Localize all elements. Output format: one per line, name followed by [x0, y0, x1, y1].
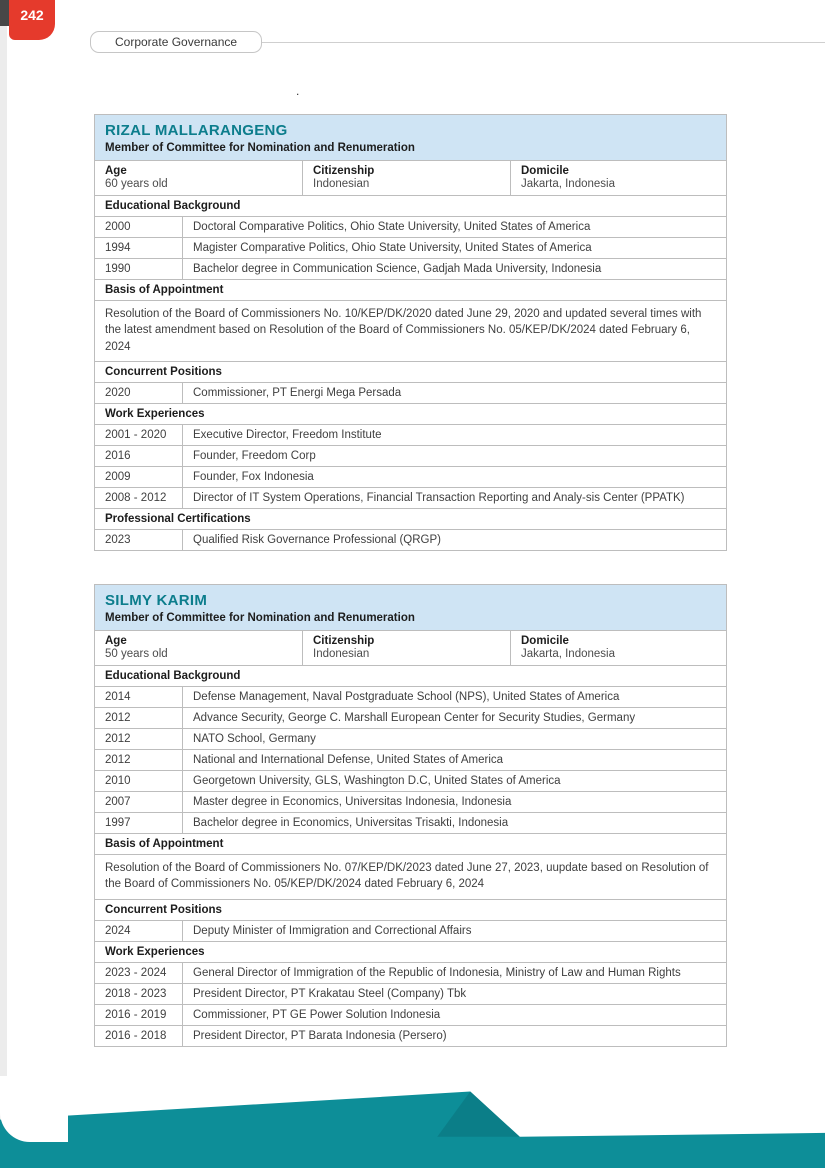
row-description: Founder, Fox Indonesia	[193, 470, 314, 483]
row-description: Magister Comparative Politics, Ohio State University, United States of America	[193, 242, 592, 254]
row-year: 2001 - 2020	[95, 425, 183, 445]
row-description: Founder, Freedom Corp	[193, 449, 316, 462]
row-year: 2024	[95, 921, 183, 941]
breadcrumb	[90, 31, 262, 53]
table-row	[95, 383, 726, 404]
row-description: Director of IT System Operations, Financial Transaction Reporting and Analy-sis Center (PPATK)	[193, 491, 685, 504]
table-row	[95, 467, 726, 488]
row-description: Executive Director, Freedom Institute	[193, 428, 382, 441]
info-value: 60 years old	[105, 178, 168, 190]
info-label: Age	[105, 165, 127, 177]
row-description: Deputy Minister of Immigration and Correctional Affairs	[193, 924, 472, 937]
info-label: Age	[105, 634, 127, 647]
info-value: Jakarta, Indonesia	[521, 178, 615, 190]
profile-card	[94, 114, 727, 551]
table-row	[95, 984, 726, 1005]
info-value: Indonesian	[313, 178, 370, 190]
profile-info-row	[95, 161, 726, 196]
row-year: 2018 - 2023	[95, 984, 183, 1004]
row-description: Bachelor degree in Economics, Universitas Trisakti, Indonesia	[193, 816, 509, 829]
profile-header	[95, 585, 726, 631]
row-description: NATO School, Germany	[193, 732, 316, 745]
stray-dot: .	[296, 84, 300, 98]
profile-sections	[95, 196, 726, 551]
table-row	[95, 259, 726, 280]
row-description: Advance Security, George C. Marshall European Center for Security Studies, Germany	[193, 711, 636, 724]
table-row	[95, 1005, 726, 1026]
profile-header	[95, 115, 726, 161]
table-row	[95, 708, 726, 729]
table-row	[95, 963, 726, 984]
profile-info-row	[95, 631, 726, 666]
section-heading: Work Experiences	[95, 942, 726, 963]
row-year: 2012	[95, 708, 183, 728]
section-heading: Educational Background	[95, 666, 726, 687]
row-year: 2016	[95, 446, 183, 466]
breadcrumb-label: Corporate Governance	[115, 35, 238, 49]
row-year: 2012	[95, 729, 183, 749]
section-paragraph: Resolution of the Board of Commissioners No. 10/KEP/DK/2020 dated June 29, 2020 and updated several times with the latest amendment based on Resolution of the Board of Commissioners No. 05/KEP/DK/2024 dated February 6, 2024	[95, 301, 726, 362]
table-row	[95, 238, 726, 259]
row-description: General Director of Immigration of the Republic of Indonesia, Ministry of Law and Human Rights	[193, 966, 681, 979]
section-heading: Concurrent Positions	[95, 900, 726, 921]
table-row	[95, 729, 726, 750]
table-row	[95, 446, 726, 467]
info-cell	[95, 631, 303, 665]
profile-sections	[95, 666, 726, 1047]
row-description: Commissioner, PT Energi Mega Persada	[193, 386, 402, 399]
table-row	[95, 771, 726, 792]
row-year: 2010	[95, 771, 183, 791]
row-description: Bachelor degree in Communication Science, Gadjah Mada University, Indonesia	[193, 263, 602, 275]
row-year: 1990	[95, 259, 183, 279]
row-year: 2012	[95, 750, 183, 770]
page-number: 242	[20, 7, 44, 23]
page-edge-strip	[0, 0, 7, 1168]
section-paragraph: Resolution of the Board of Commissioners No. 07/KEP/DK/2023 dated June 27, 2023, uupdate based on Resolution of the Board of Commissioners No. 05/KEP/DK/2024 dated February 6, 2024	[95, 855, 726, 900]
bottom-teal-band	[0, 1090, 825, 1168]
info-label: Citizenship	[313, 165, 375, 177]
table-row	[95, 425, 726, 446]
row-year: 2020	[95, 383, 183, 403]
row-year: 2016 - 2018	[95, 1026, 183, 1046]
row-year: 2000	[95, 217, 183, 237]
page-number-badge	[9, 0, 55, 40]
section-heading: Concurrent Positions	[95, 362, 726, 383]
profile-card	[94, 584, 727, 1047]
row-description: President Director, PT Barata Indonesia (Persero)	[193, 1029, 447, 1042]
info-value: Jakarta, Indonesia	[521, 647, 615, 660]
row-year: 1994	[95, 238, 183, 258]
table-row	[95, 687, 726, 708]
row-description: President Director, PT Krakatau Steel (Company) Tbk	[193, 987, 467, 1000]
row-description: Qualified Risk Governance Professional (QRGP)	[193, 533, 441, 546]
row-year: 1997	[95, 813, 183, 833]
row-description: National and International Defense, United States of America	[193, 753, 504, 766]
section-heading: Basis of Appointment	[95, 834, 726, 855]
table-row	[95, 792, 726, 813]
profile-title: Member of Committee for Nomination and Renumeration	[105, 142, 415, 154]
table-row	[95, 217, 726, 238]
info-cell	[303, 631, 511, 665]
profile-name: SILMY KARIM	[105, 591, 208, 609]
row-year: 2007	[95, 792, 183, 812]
info-label: Citizenship	[313, 634, 375, 647]
row-description: Georgetown University, GLS, Washington D.C, United States of America	[193, 774, 561, 787]
row-year: 2016 - 2019	[95, 1005, 183, 1025]
row-year: 2009	[95, 467, 183, 487]
table-row	[95, 488, 726, 509]
table-row	[95, 813, 726, 834]
row-description: Doctoral Comparative Politics, Ohio State University, United States of America	[193, 221, 591, 233]
profile-title: Member of Committee for Nomination and Renumeration	[105, 611, 415, 624]
table-row	[95, 530, 726, 551]
info-cell	[95, 161, 303, 195]
info-label: Domicile	[521, 634, 569, 647]
section-heading: Professional Certifications	[95, 509, 726, 530]
section-heading: Basis of Appointment	[95, 280, 726, 301]
info-cell	[511, 161, 726, 195]
info-value: Indonesian	[313, 647, 370, 660]
row-year: 2023 - 2024	[95, 963, 183, 983]
row-year: 2023	[95, 530, 183, 550]
row-description: Master degree in Economics, Universitas Indonesia, Indonesia	[193, 795, 512, 808]
table-row	[95, 921, 726, 942]
row-description: Defense Management, Naval Postgraduate School (NPS), United States of America	[193, 690, 620, 703]
row-year: 2014	[95, 687, 183, 707]
info-cell	[511, 631, 726, 665]
row-description: Commissioner, PT GE Power Solution Indonesia	[193, 1008, 441, 1021]
section-heading: Work Experiences	[95, 404, 726, 425]
profiles-container	[94, 114, 727, 1080]
table-row	[95, 750, 726, 771]
bottom-left-corner-notch	[0, 1076, 68, 1142]
info-cell	[303, 161, 511, 195]
info-value: 50 years old	[105, 647, 168, 660]
info-label: Domicile	[521, 165, 569, 177]
profile-name: RIZAL MALLARANGENG	[105, 122, 288, 139]
breadcrumb-row	[90, 31, 825, 53]
row-year: 2008 - 2012	[95, 488, 183, 508]
table-row	[95, 1026, 726, 1047]
corner-shadow	[0, 0, 9, 26]
section-heading: Educational Background	[95, 196, 726, 217]
